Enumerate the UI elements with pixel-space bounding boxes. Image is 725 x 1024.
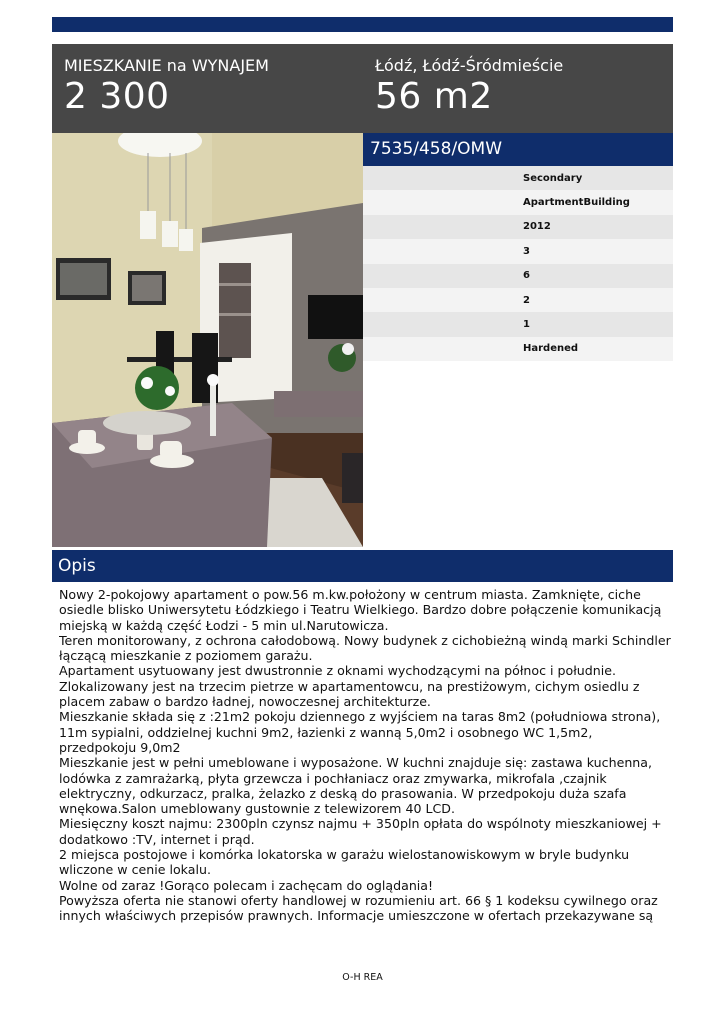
details-row: [363, 312, 673, 336]
details-value: 6: [523, 270, 530, 282]
details-value: 2012: [523, 221, 551, 233]
details-value: 2: [523, 294, 530, 306]
listing-reference: 7535/458/OMW: [363, 133, 673, 166]
details-value: ApartmentBuilding: [523, 197, 630, 209]
details-row: [363, 337, 673, 361]
description-heading: Opis: [52, 550, 673, 582]
description-text: Nowy 2-pokojowy apartament o pow.56 m.kw.położony w centrum miasta. Zamknięte, ciche osiedle blisko Uniwersytetu Łódzkiego i Teatru Wielkiego. Bardzo dobre połączenie komunikacją miejską w każdą część Łodzi - 5 min ul.Narutowicza. Teren monitorowany, z ochrona całodobową. Nowy budynek z cichobieżną windą marki Schindler łączącą mieszkanie z poziomem garażu. Apartament usytuowany jest dwustronnie z oknami wychodzącymi na północ i południe. Zlokalizowany jest na trzecim pietrze w apartamentowcu, na prestiżowym, cichym osiedlu z placem zabaw o bardzo ładnej, nowoczesnej architekturze. Mieszkanie składa się z :21m2 pokoju dziennego z wyjściem na taras 8m2 (południowa strona), 11m sypialni, oddzielnej kuchni 9m2, łazienki z wanną 5,0m2 i osobnego WC 1,5m2, przedpokoju 9,0m2 Mieszkanie jest w pełni umeblowane i wyposażone. W kuchni znajduje się: zastawa kuchenna, lodówka z zamrażarką, płyta grzewcza i pochłaniacz oraz zmywarka, mikrofala ,czajnik elektryczny, odkurzacz, pralka, żelazko z deską do prasowania. W przedpokoju duża szafa wnękowa.Salon umeblowany gustownie z telewizorem 40 LCD. Miesięczny koszt najmu: 2300pln czynsz najmu + 350pln opłata do wspólnoty mieszkaniowej + dodatkowo :TV, internet i prąd. 2 miejsca postojowe i komórka lokatorska w garażu wielostanowiskowym w bryle budynku wliczone w cenie lokalu. Wolne od zaraz !Gorąco polecam i zachęcam do oglądania! Powyższa oferta nie stanowi oferty handlowej w rozumieniu art. 66 § 1 kodeksu cywilnego oraz innych właściwych przepisów prawnych. Informacje umieszczone w ofertach przekazywane są: [59, 587, 671, 923]
price: 2 300: [64, 76, 170, 117]
offer-type: MIESZKANIE na WYNAJEM: [64, 56, 269, 75]
header-right: [375, 56, 563, 118]
details-row: [363, 215, 673, 239]
details-value: 3: [523, 245, 530, 257]
details-row: [363, 264, 673, 288]
top-accent-bar: [52, 17, 673, 32]
listing-header: [52, 44, 673, 133]
footer-agency: O-H REA: [342, 972, 383, 983]
details-row: [363, 166, 673, 190]
apartment-photo: [52, 133, 363, 547]
details-row: [363, 288, 673, 312]
area: 56 m2: [375, 76, 493, 117]
details-row: [363, 190, 673, 214]
details-value: 1: [523, 319, 530, 331]
details-row: [363, 239, 673, 263]
header-left: [64, 56, 269, 118]
details-table: [363, 166, 673, 361]
details-value: Secondary: [523, 172, 583, 184]
location: Łódź, Łódź-Śródmieście: [375, 56, 564, 75]
details-value: Hardened: [523, 343, 579, 355]
